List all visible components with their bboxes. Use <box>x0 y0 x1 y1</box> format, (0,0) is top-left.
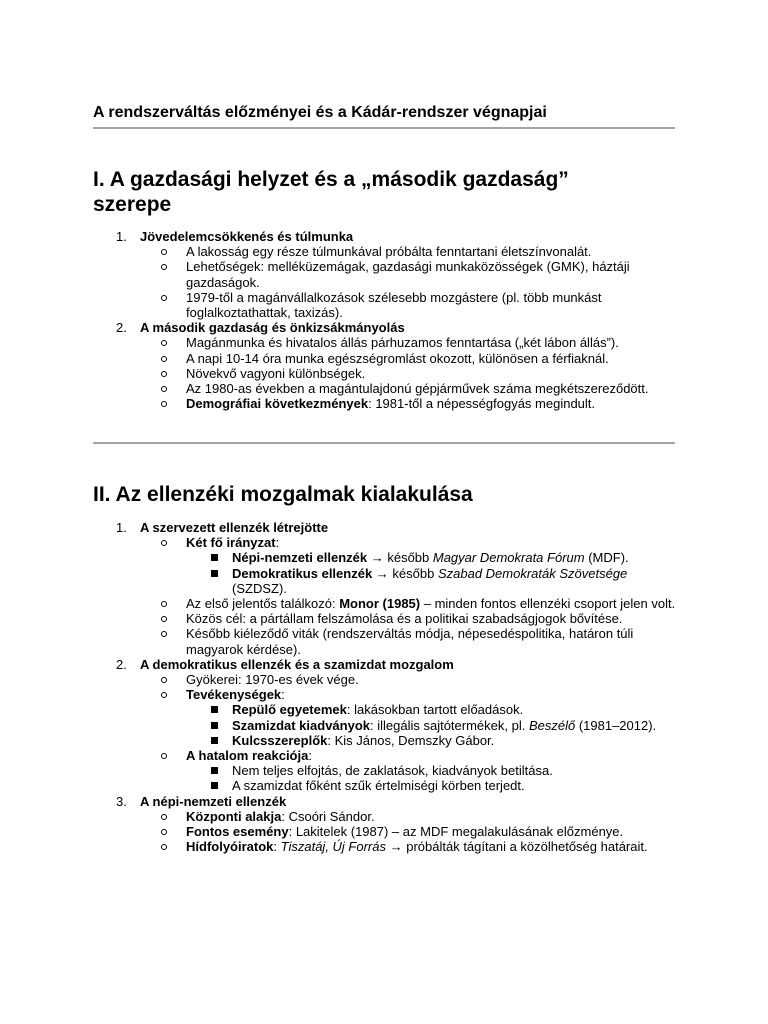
bullet-text: (1981–2012). <box>575 717 657 733</box>
bullet-item <box>0 259 676 289</box>
list-item <box>0 520 676 535</box>
bullet-text: – minden fontos ellenzéki csoport jelen volt. <box>420 596 676 612</box>
bullet-text: Lehetőségek: melléküzemágak, gazdasági munkaközösségek (GMK), háztáji gazdaságok. <box>186 259 630 290</box>
circle-bullet-icon <box>161 264 167 270</box>
bullet-text: : <box>308 748 312 764</box>
circle-bullet-icon <box>161 356 167 362</box>
circle-bullet-icon <box>161 295 167 301</box>
bullet-bold-text: Monor (1985) <box>339 596 421 612</box>
circle-bullet-icon <box>161 844 167 850</box>
bullet-text: 1979-től a magánvállalkozások szélesebb mozgástere (pl. több munkást foglalkoztathattak, taxizás). <box>186 289 602 321</box>
bullet-text: → próbálták tágítani a közölhetőség határait. <box>386 839 648 855</box>
circle-bullet-icon <box>161 340 167 346</box>
bullet-bold-text: Két fő irányzat <box>186 535 276 551</box>
bullet-bold-text: Tevékenységek <box>186 687 282 703</box>
bullet-italic-text: Magyar Demokrata Fórum <box>432 550 585 566</box>
bullet-item <box>0 626 676 656</box>
square-bullet-icon <box>211 722 218 729</box>
bullet-text: A napi 10-14 óra munka egészségromlást okozott, különösen a férfiaknál. <box>186 350 609 366</box>
bullet-item <box>0 824 676 839</box>
list-item <box>0 229 676 244</box>
item-number: 2. <box>116 320 127 336</box>
bullet-text: (SZDSZ). <box>232 580 287 596</box>
bullet-text: A szamizdat főként szűk értelmiségi körben terjedt. <box>232 778 525 794</box>
bullet-item <box>0 809 676 824</box>
title-divider <box>93 127 675 129</box>
bullet-item <box>0 396 676 411</box>
bullet-item <box>0 381 676 396</box>
circle-bullet-icon <box>161 386 167 392</box>
bullet-bold-text: Repülő egyetemek <box>232 702 347 718</box>
bullet-text: Magánmunka és hivatalos állás párhuzamos fenntartása („két lábon állás”). <box>186 335 619 351</box>
section1-heading-line2: szerepe <box>93 193 172 216</box>
bullet-item <box>0 535 676 550</box>
sub-bullet-item <box>0 763 676 778</box>
section2-list <box>0 520 768 854</box>
item-title: A demokratikus ellenzék és a szamizdat mozgalom <box>140 656 454 672</box>
bullet-text: : <box>275 535 280 551</box>
bullet-italic-text: Szabad Demokraták Szövetsége <box>437 565 628 581</box>
circle-bullet-icon <box>161 692 167 698</box>
bullet-item <box>0 290 676 320</box>
bullet-text: A lakosság egy része túlmunkával próbálta fenntartani életszínvonalát. <box>186 244 592 260</box>
bullet-item <box>0 611 676 626</box>
bullet-text: Közös cél: a pártállam felszámolása és a politikai szabadságjogok bővítése. <box>186 611 623 627</box>
sub-bullet-item <box>0 778 676 793</box>
circle-bullet-icon <box>161 540 167 546</box>
section1-list <box>0 229 768 411</box>
item-title: Jövedelemcsökkenés és túlmunka <box>140 229 354 244</box>
circle-bullet-icon <box>161 249 167 255</box>
bullet-text: Nem teljes elfojtás, de zaklatások, kiadványok betiltása. <box>232 763 553 779</box>
square-bullet-icon <box>211 570 218 577</box>
section2-heading: II. Az ellenzéki mozgalmak kialakulása <box>93 483 473 506</box>
bullet-text: → később <box>372 565 438 581</box>
sub-bullet-item <box>0 733 676 748</box>
bullet-bold-text: A hatalom reakciója <box>186 748 309 764</box>
bullet-item <box>0 672 676 687</box>
item-title: A szervezett ellenzék létrejötte <box>140 520 329 535</box>
bullet-bold-text: Szamizdat kiadványok <box>232 717 370 733</box>
square-bullet-icon <box>211 554 218 561</box>
bullet-bold-text: Központi alakja <box>186 808 282 824</box>
section1-heading <box>93 167 693 217</box>
bullet-text: : illegális sajtótermékek, pl. <box>370 717 529 733</box>
square-bullet-icon <box>211 767 218 774</box>
bullet-item <box>0 351 676 366</box>
item-number: 1. <box>116 229 127 244</box>
bullet-text: → később <box>367 550 433 566</box>
circle-bullet-icon <box>161 814 167 820</box>
bullet-text: (MDF). <box>584 550 629 566</box>
circle-bullet-icon <box>161 601 167 607</box>
square-bullet-icon <box>211 782 218 789</box>
sub-bullet-item <box>0 702 676 717</box>
bullet-item <box>0 596 676 611</box>
bullet-bold-text: Hídfolyóiratok <box>186 839 274 855</box>
document-title: A rendszerváltás előzményei és a Kádár-rendszer végnapjai <box>93 104 547 121</box>
bullet-item <box>0 839 676 854</box>
bullet-text: : Kis János, Demszky Gábor. <box>327 732 495 748</box>
bullet-item <box>0 687 676 702</box>
bullet-italic-text: Beszélő <box>528 717 576 733</box>
list-item <box>0 794 676 809</box>
bullet-italic-text: Tiszatáj, Új Forrás <box>280 839 386 855</box>
bullet-text: Az 1980-as években a magántulajdonú gépjárművek száma megkétszereződött. <box>186 381 649 397</box>
bullet-text: Az első jelentős találkozó: <box>186 596 340 612</box>
bullet-text: : <box>273 839 281 855</box>
bullet-text: : Lakitelek (1987) – az MDF megalakulásának előzménye. <box>288 824 624 840</box>
sub-bullet-item <box>0 718 676 733</box>
section-divider <box>93 442 675 444</box>
bullet-item <box>0 335 676 350</box>
item-number: 1. <box>116 520 127 535</box>
bullet-item <box>0 748 676 763</box>
list-item <box>0 320 676 335</box>
bullet-bold-text: Kulcsszereplők <box>232 732 328 748</box>
circle-bullet-icon <box>161 677 167 683</box>
bullet-text: : <box>281 687 285 703</box>
circle-bullet-icon <box>161 753 167 759</box>
bullet-bold-text: Népi-nemzeti ellenzék <box>232 550 368 566</box>
sub-bullet-item <box>0 550 676 565</box>
bullet-text: : 1981-től a népességfogyás megindult. <box>368 396 596 412</box>
bullet-bold-text: Demokratikus ellenzék <box>232 565 373 581</box>
bullet-item <box>0 366 676 381</box>
item-title: A népi-nemzeti ellenzék <box>140 793 287 809</box>
bullet-bold-text: Demográfiai következmények <box>186 396 369 412</box>
square-bullet-icon <box>211 706 218 713</box>
item-title: A második gazdaság és önkizsákmányolás <box>140 320 405 336</box>
item-number: 3. <box>116 793 127 809</box>
bullet-text: : Csoóri Sándor. <box>281 808 375 824</box>
section1-heading-line1: I. A gazdasági helyzet és a „második gazdaság” <box>93 168 569 191</box>
circle-bullet-icon <box>161 829 167 835</box>
bullet-text: Később kiéleződő viták (rendszerváltás módja, népesedéspolitika, határon túli magyarok kérdése). <box>186 626 634 657</box>
bullet-bold-text: Fontos esemény <box>186 824 289 840</box>
bullet-text: : lakásokban tartott előadások. <box>346 702 524 718</box>
bullet-text: Gyökerei: 1970-es évek vége. <box>186 672 359 688</box>
circle-bullet-icon <box>161 401 167 407</box>
list-item <box>0 657 676 672</box>
circle-bullet-icon <box>161 371 167 377</box>
item-number: 2. <box>116 656 127 672</box>
bullet-item <box>0 244 676 259</box>
circle-bullet-icon <box>161 631 167 637</box>
sub-bullet-item <box>0 566 676 596</box>
square-bullet-icon <box>211 737 218 744</box>
circle-bullet-icon <box>161 616 167 622</box>
bullet-text: Növekvő vagyoni különbségek. <box>186 365 366 381</box>
